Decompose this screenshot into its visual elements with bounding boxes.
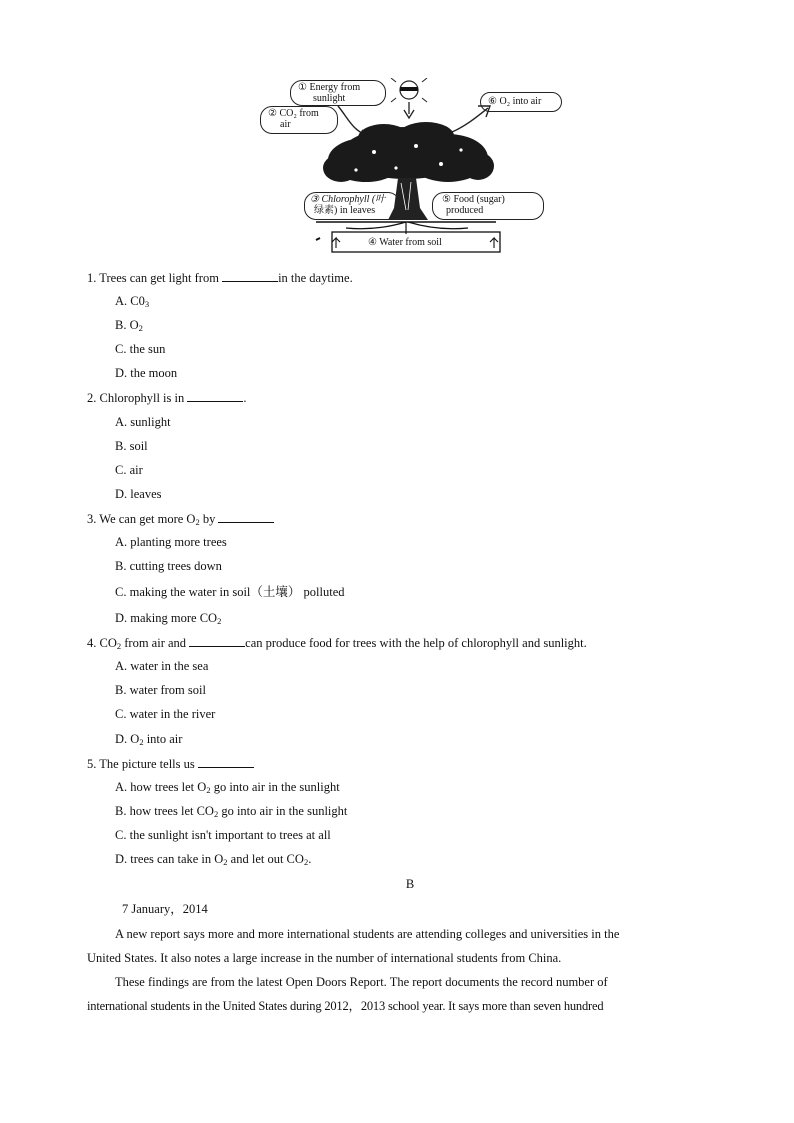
option-4b[interactable]: B. water from soil [115, 683, 206, 697]
sun-icon [391, 78, 427, 118]
option-4d[interactable]: D. $O_2$ into air [115, 732, 183, 747]
label-o2: ⑥ O₂ into air [488, 96, 542, 107]
paragraph-1-line-2: United States. It also notes a large increase in the number of international students from China. [87, 951, 562, 965]
option-1d[interactable]: D. the moon [115, 366, 178, 380]
option-3b[interactable]: B. cutting trees down [115, 559, 222, 573]
option-1a[interactable]: A. $C0_3$ [115, 294, 150, 309]
option-1b[interactable]: B. $O_2$ [115, 318, 143, 333]
option-5d[interactable]: D. trees can take in $O_2$ and let out $CO_2$. [115, 852, 312, 867]
option-2d[interactable]: D. leaves [115, 487, 162, 501]
option-4c[interactable]: C. water in the river [115, 707, 216, 721]
option-2a[interactable]: A. sunlight [115, 415, 171, 429]
paragraph-1-line-1: A new report says more and more international students are attending colleges and universities in the [115, 927, 620, 941]
option-2b[interactable]: B. soil [115, 439, 148, 453]
label-energy: ① Energy from [298, 82, 361, 93]
question-5: 5. The picture tells us [87, 755, 254, 772]
question-3: 3. We can get more $O_2$ by [87, 510, 274, 527]
article-date: 7 January，2014 [122, 902, 208, 916]
label-chlorophyll-2: 绿素) in leaves [314, 205, 376, 216]
question-1: 1. Trees can get light from in the daytime. [87, 271, 353, 285]
option-4a[interactable]: A. water in the sea [115, 659, 209, 673]
option-2c[interactable]: C. air [115, 463, 143, 477]
option-1c[interactable]: C. the sun [115, 342, 166, 356]
answer-blank[interactable] [187, 389, 243, 402]
section-heading: B [405, 877, 415, 891]
answer-blank[interactable] [222, 269, 278, 282]
label-energy-2: sunlight [313, 93, 346, 104]
option-5b[interactable]: B. how trees let $CO_2$ go into air in the sunlight [115, 804, 348, 819]
option-5a[interactable]: A. how trees let $O_2$ go into air in the sunlight [115, 780, 340, 795]
label-chlorophyll: ③ Chlorophyll (叶 [310, 194, 386, 205]
paragraph-2-line-2: international students in the United States during 2012，2013 school year. It says more than seven hundred [87, 999, 604, 1013]
paragraph-2-line-1: These findings are from the latest Open Doors Report. The report documents the record number of [115, 975, 608, 989]
question-4: 4. $CO_2$ from air and can produce food for trees with the help of chlorophyll and sunlight. [87, 636, 587, 651]
option-3d[interactable]: D. making more $CO_2$ [115, 611, 222, 626]
question-2: 2. Chlorophyll is in . [87, 391, 247, 405]
answer-blank[interactable] [198, 755, 254, 768]
label-co2: ② CO₂ from [268, 108, 319, 119]
option-5c[interactable]: C. the sunlight isn't important to trees at all [115, 828, 331, 842]
article-body [87, 922, 707, 1018]
label-food-2: produced [446, 205, 484, 216]
label-food: ⑤ Food (sugar) [442, 194, 505, 205]
label-water: ④ Water from soil [368, 237, 442, 248]
answer-blank[interactable] [189, 634, 245, 647]
option-3a[interactable]: A. planting more trees [115, 535, 227, 549]
option-3c[interactable]: C. making the water in soil（土壤） polluted [115, 585, 345, 599]
label-co2-2: air [280, 119, 291, 130]
photosynthesis-diagram [256, 78, 564, 256]
answer-blank[interactable] [218, 510, 274, 523]
